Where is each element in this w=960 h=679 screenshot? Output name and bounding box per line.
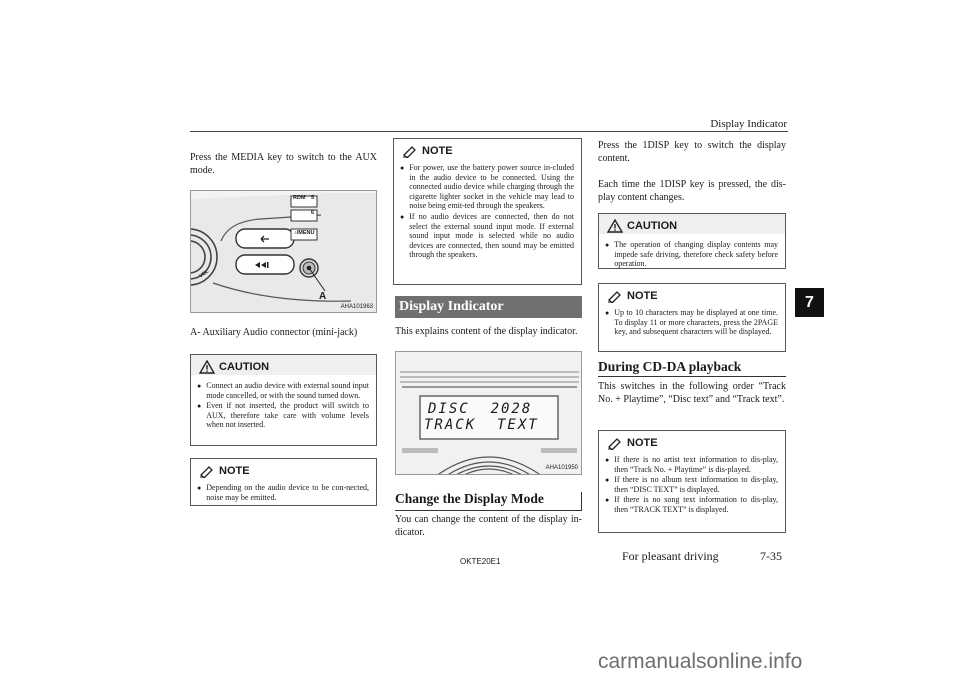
key-rdm: RDM: [293, 195, 306, 201]
subsection-text: You can change the content of the display in-dicator.: [395, 514, 582, 538]
display-line-1: DISC 2028: [428, 401, 533, 417]
list-item: ● Up to 10 characters may be displayed at one time. To display 11 or more characters, press the 2PAGE key, and subsequent characters will be displayed.: [605, 308, 778, 337]
chapter-tab: 7: [795, 288, 824, 317]
note-box-power: [393, 138, 582, 285]
page-number: 7-35: [760, 549, 782, 563]
note-box-aux: [190, 458, 377, 506]
display-line-2: TRACK TEXT: [424, 417, 539, 433]
disp-para-2: Each time the 1DISP key is pressed, the dis-play content changes.: [598, 179, 786, 203]
caution-title: CAUTION: [627, 220, 678, 232]
section-intro: This explains content of the display indicator.: [395, 326, 578, 337]
key-5: 5: [311, 195, 315, 201]
list-item: ● Depending on the audio device to be con-nected, noise may be emitted.: [197, 483, 369, 502]
caution-box-aux: [190, 354, 377, 446]
key-menu: ♪/MENU: [294, 230, 315, 236]
subsection-rule-end: [581, 492, 582, 510]
note-pencil-icon: [199, 464, 215, 478]
note-header: [599, 284, 785, 304]
bullet-icon: ●: [605, 241, 610, 249]
subsection-title-cdda: During CD-DA playback: [598, 359, 742, 374]
note-title: NOTE: [422, 145, 453, 157]
aux-figure: [190, 190, 377, 313]
figure-id: AHA101950: [545, 465, 578, 471]
disp-para-1: Press the 1DISP key to switch the display content.: [598, 140, 786, 164]
section-title: Display Indicator: [395, 296, 582, 318]
subsection-rule: [598, 376, 786, 377]
header-rule: [190, 131, 788, 132]
note-pencil-icon: [607, 289, 623, 303]
note-box-characters: [598, 283, 786, 352]
key-6: 6: [311, 210, 315, 216]
caution-header: [599, 214, 785, 234]
caution-title: CAUTION: [219, 361, 270, 373]
display-figure: [395, 351, 582, 475]
cdda-text: This switches in the following order “Track No. + Playtime”, “Disc text” and “Track text”.: [598, 381, 786, 405]
list-item: ● For power, use the battery power source in-cluded in the audio device to be connected. Using the connected audio device while charging through the cigarette lighter socket in the vehicle may lead to noise being emit-ted through the speakers.: [400, 163, 574, 211]
bullet-icon: ●: [605, 476, 610, 485]
bullet-icon: ●: [400, 212, 405, 221]
aux-intro: Press the MEDIA key to switch to the AUX mode.: [190, 152, 377, 176]
figure-id: AHA101963: [340, 304, 373, 310]
list-item: ● Connect an audio device with external sound input mode cancelled, or with the sound turned down.: [197, 381, 369, 400]
list-item: ● The operation of changing display contents may impede safe driving, therefore check safety before operation.: [605, 240, 778, 269]
bullet-icon: ●: [605, 496, 610, 505]
callout-a: A: [319, 291, 327, 302]
note-header: [599, 431, 785, 451]
list-item: ● Even if not inserted, the product will switch to AUX, therefore take care with volume levels when not inserted.: [197, 401, 369, 430]
bullet-icon: ●: [197, 484, 202, 492]
subsection-title: Change the Display Mode: [395, 491, 544, 506]
radio-aux-illustration: [191, 191, 377, 313]
note-header: [191, 459, 376, 479]
running-header: Display Indicator: [710, 118, 787, 130]
aux-caption: A- Auxiliary Audio connector (mini-jack): [190, 327, 358, 338]
warning-triangle-icon: [607, 219, 623, 233]
note-title: NOTE: [219, 465, 250, 477]
note-title: NOTE: [627, 437, 658, 449]
subsection-rule: [395, 510, 582, 511]
list-item: ● If no audio devices are connected, then do not select the external sound input mode. If external sound input mode is selected while no audio devices are connected, then sound may be emitted through the speakers.: [400, 211, 574, 260]
note-pencil-icon: [607, 436, 623, 450]
note-title: NOTE: [627, 290, 658, 302]
bullet-icon: ●: [197, 382, 202, 390]
note-pencil-icon: [402, 144, 418, 158]
note-header: [394, 139, 581, 159]
list-item: ● If there is no song text information to dis-play, then “TRACK TEXT” is displayed.: [605, 495, 778, 514]
caution-box-display: [598, 213, 786, 269]
bullet-icon: ●: [605, 309, 610, 317]
warning-triangle-icon: [199, 360, 215, 374]
list-item: ● If there is no artist text information to dis-play, then “Track No. + Playtime” is dis-played.: [605, 455, 778, 474]
watermark: carmanualsonline.info: [598, 650, 803, 673]
key-vol: VOL: [198, 268, 211, 280]
note-box-cdda: [598, 430, 786, 533]
bullet-icon: ●: [197, 402, 202, 411]
bullet-icon: ●: [400, 164, 405, 172]
caution-header: [191, 355, 376, 375]
bullet-icon: ●: [605, 456, 610, 464]
document-code: OKTE20E1: [460, 557, 501, 566]
footer-section: For pleasant driving: [622, 549, 719, 563]
list-item: ● If there is no album text information to dis-play, then “DISC TEXT” is displayed.: [605, 475, 778, 494]
